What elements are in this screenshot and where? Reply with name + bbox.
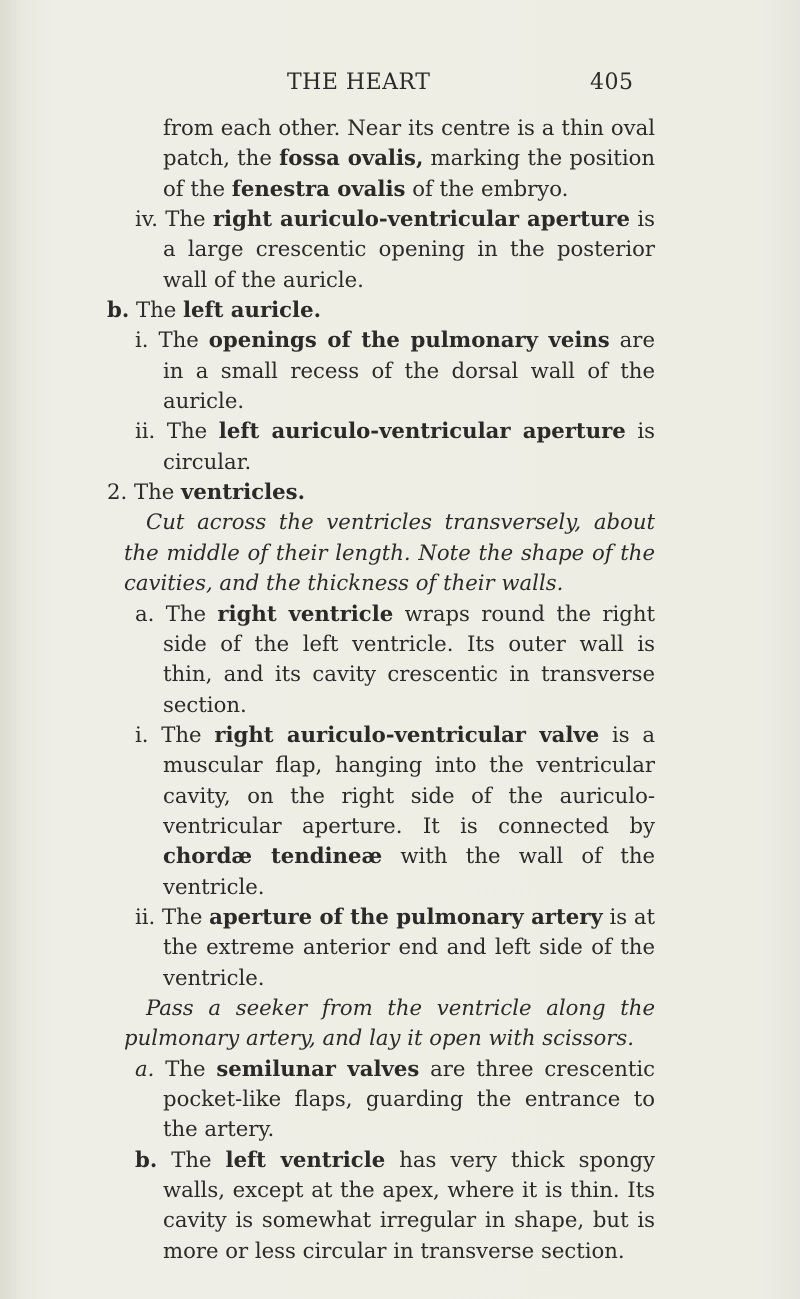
list-marker: i. xyxy=(135,327,149,353)
list-marker: b. xyxy=(107,297,130,323)
text-run: of the embryo. xyxy=(405,175,569,201)
text-run: The xyxy=(148,327,209,353)
term-left-av-aperture: left auriculo-ventricular aperture xyxy=(218,418,626,444)
text-run: The xyxy=(154,600,218,626)
term-chordae-tendineae: chordæ tendineæ xyxy=(163,843,383,869)
heading-left-auricle xyxy=(0,295,800,325)
instruction-text: Cut across the ventricles transversely, about the middle of their length. Note the shape of the cavities, and the thickness of their walls. xyxy=(124,509,655,596)
list-marker: ii. xyxy=(135,418,156,444)
term-fenestra-ovalis: fenestra ovalis xyxy=(231,175,406,201)
term-right-av-valve: right auriculo-ventricular valve xyxy=(214,721,600,747)
term-pulmonary-artery-aperture: aperture of the pulmonary artery xyxy=(209,903,603,929)
paragraph-pulmonary-artery-aperture xyxy=(0,902,800,993)
text-run: The xyxy=(129,297,183,323)
paragraph-left-ventricle xyxy=(0,1145,800,1266)
list-marker: b. xyxy=(135,1146,158,1172)
list-marker: i. xyxy=(135,721,149,747)
term-semilunar-valves: semilunar valves xyxy=(216,1055,420,1081)
text-run: are in a small recess of the dorsal wall of the auricle. xyxy=(163,327,655,414)
text-run: with the wall of the ventricle. xyxy=(163,843,656,899)
heading-ventricles xyxy=(0,477,800,507)
paragraph-left-av-aperture xyxy=(0,416,800,477)
list-marker: iv. xyxy=(135,206,158,232)
term-fossa-ovalis: fossa ovalis, xyxy=(279,145,424,171)
term-pulmonary-veins: openings of the pulmonary veins xyxy=(208,327,610,353)
list-marker: 2. xyxy=(107,479,128,505)
text-run: The xyxy=(154,1055,217,1081)
paragraph-semilunar-valves xyxy=(0,1054,800,1145)
running-title: THE HEART xyxy=(287,70,431,95)
instruction-cut-ventricles xyxy=(0,507,800,598)
instruction-text: Pass a seeker from the ventricle along the pulmonary artery, and lay it open with scissors. xyxy=(124,994,655,1051)
text-run: from each other. Near its centre is a thin oval patch, the xyxy=(163,115,655,171)
text-run: The xyxy=(157,206,213,232)
term-left-auricle: left auricle. xyxy=(183,297,321,323)
text-run: has very thick spongy walls, except at the apex, where it is thin. Its cavity is somewhat irregular in shape, but is more or less circular in transverse section. xyxy=(163,1146,655,1263)
term-right-ventricle: right ventricle xyxy=(217,600,394,626)
paragraph-fossa-ovalis xyxy=(0,113,800,204)
text-run: is circular. xyxy=(163,418,655,474)
text-run: The xyxy=(127,479,182,505)
text-run: wraps round the right side of the left ventricle. Its outer wall is thin, and its cavity crescentic in transverse section. xyxy=(163,600,655,717)
paragraph-right-ventricle xyxy=(0,599,800,720)
paragraph-right-av-aperture xyxy=(0,204,800,295)
list-marker: a. xyxy=(135,600,155,626)
text-run: is a muscular flap, hanging into the ventricular cavity, on the right side of the auriculo-ventricular aperture. It is connected by xyxy=(163,721,655,838)
instruction-pass-seeker xyxy=(0,993,800,1054)
term-left-ventricle: left ventricle xyxy=(225,1146,386,1172)
text-run: The xyxy=(157,1146,226,1172)
text-run: The xyxy=(148,721,215,747)
text-run: are three crescentic pocket-like flaps, guarding the entrance to the artery. xyxy=(163,1055,655,1142)
term-ventricles: ventricles. xyxy=(181,479,305,505)
paragraph-right-av-valve xyxy=(0,720,800,902)
paragraph-pulmonary-veins xyxy=(0,325,800,416)
text-run: The xyxy=(155,903,210,929)
text-run: is a large crescentic opening in the posterior wall of the auricle. xyxy=(163,206,655,292)
text-run: marking the position of the xyxy=(163,145,656,201)
page-number: 405 xyxy=(590,70,634,95)
text-run: The xyxy=(155,418,219,444)
list-marker: a. xyxy=(135,1055,155,1081)
list-marker: ii. xyxy=(135,903,156,929)
text-run: is at the extreme anterior end and left side of the ventricle. xyxy=(163,903,656,990)
body-text xyxy=(0,113,800,1266)
term-right-av-aperture: right auriculo-ventricular aperture xyxy=(212,206,631,232)
page-header xyxy=(0,70,800,104)
